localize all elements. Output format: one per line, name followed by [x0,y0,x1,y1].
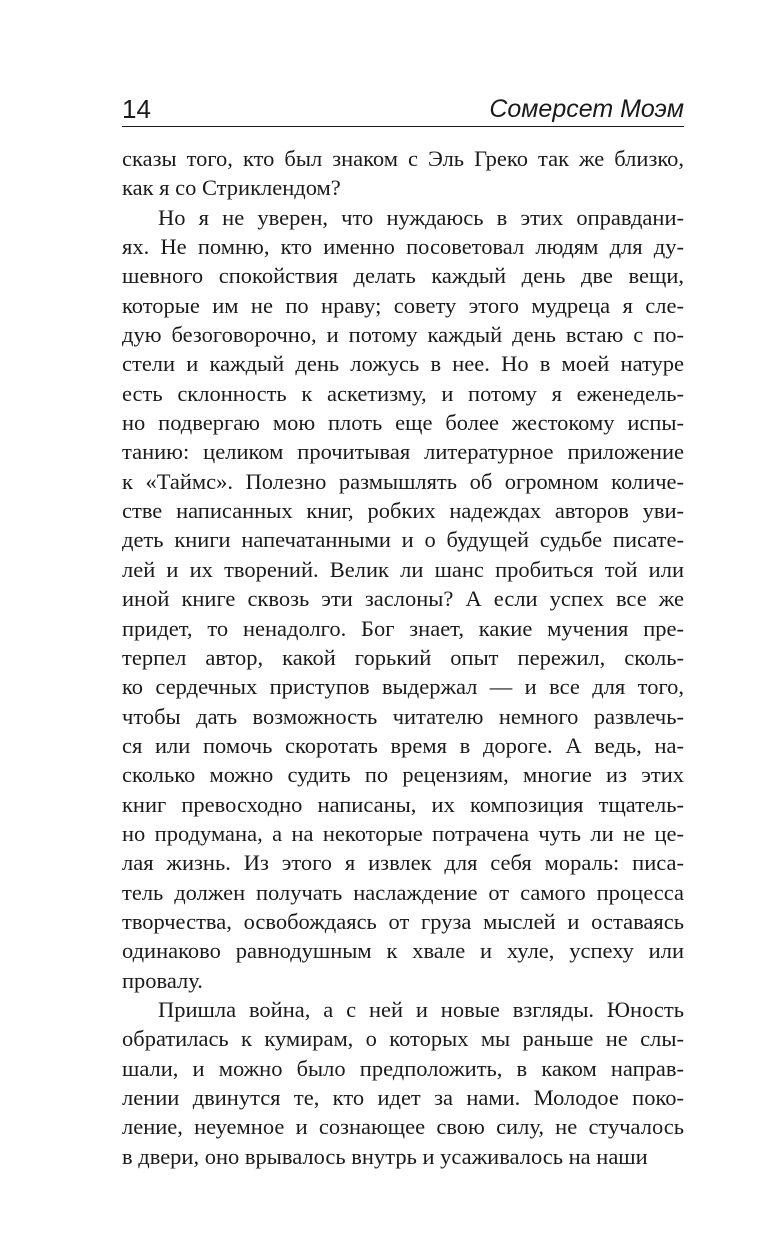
text-line: сказы того, кто был знаком с Эль Греко так же близко, [122,146,684,171]
text-line: придет, то ненадолго. Бог знает, какие мучения пре- [122,615,684,641]
text-line: лении двинутся те, кто идет за нами. Молодое поко- [122,1085,684,1110]
text-line: лей и их творений. Велик ли шанс пробиться той или [122,556,684,582]
text-line: есть склонность к аскетизму, и потому я еженедель- [122,380,684,406]
text-line: деть книги напечатанными и о будущей судьбе писате- [122,527,684,553]
text-line: которые им не по нраву; совету этого мудреца я сле- [122,292,684,318]
text-line: ся или помочь скоротать время в дороге. А ведь, на- [122,732,684,758]
text-line: книг превосходно написаны, их композиция тщатель- [122,791,684,817]
text-line: дую безоговорочно, и потому каждый день встаю с по- [122,322,684,348]
text-line: терпел автор, какой горький опыт пережил, сколь- [122,644,684,670]
header-rule [122,126,684,127]
text-line: в двери, оно врывалось внутрь и усаживалось на наши [122,1143,648,1169]
text-line: как я со Стриклендом? [122,175,341,201]
text-line: ях. Не помню, кто именно посоветовал людям для ду- [122,234,684,260]
paragraph [122,144,684,203]
text-line: чтобы дать возможность читателю немного развлечь- [122,703,684,729]
running-title: Сомерсет Моэм [489,95,684,123]
text-line: шали, и можно было предположить, в каком направ- [122,1055,684,1081]
text-line: стве написанных книг, робких надеждах авторов уви- [122,498,684,524]
text-line: ление, неуемное и сознающее свою силу, не стучалось [122,1114,684,1140]
text-line: но подвергаю мою плоть еще более жестокому испы- [122,410,684,436]
text-line: провалу. [122,967,203,993]
page-number: 14 [122,94,151,124]
paragraph [122,995,684,1171]
text-line: стели и каждый день ложусь в нее. Но в моей натуре [122,351,684,377]
text-line: обратилась к кумирам, о которых мы раньше не слы- [122,1026,684,1052]
text-line: но продумана, а на некоторые потрачена чуть ли не це- [122,820,684,846]
text-line: сколько можно судить по рецензиям, многие из этих [122,762,684,788]
text-line: ко сердечных приступов выдержал — и все для того, [122,674,684,700]
text-line: к «Таймс». Полезно размышлять об огромном количе- [122,468,684,494]
text-line: танию: целиком прочитывая литературное приложение [122,439,684,465]
text-line: лая жизнь. Из этого я извлек для себя мораль: писа- [122,850,684,876]
text-line: одинаково равнодушным к хвале и хуле, успеху или [122,938,684,964]
text-line: творчества, освобождаясь от груза мыслей и оставаясь [122,908,684,934]
text-line: шевного спокойствия делать каждый день две вещи, [122,263,684,289]
text-line: иной книге сквозь эти заслоны? А если успех все же [122,586,684,612]
paragraph [122,203,684,995]
text-line: тель должен получать наслаждение от самого процесса [122,879,684,905]
text-line: Но я не уверен, что нуждаюсь в этих оправдани- [158,204,684,230]
body-text [122,144,684,1171]
text-line: Пришла война, а с ней и новые взгляды. Юность [158,996,684,1022]
page-header [122,92,684,128]
